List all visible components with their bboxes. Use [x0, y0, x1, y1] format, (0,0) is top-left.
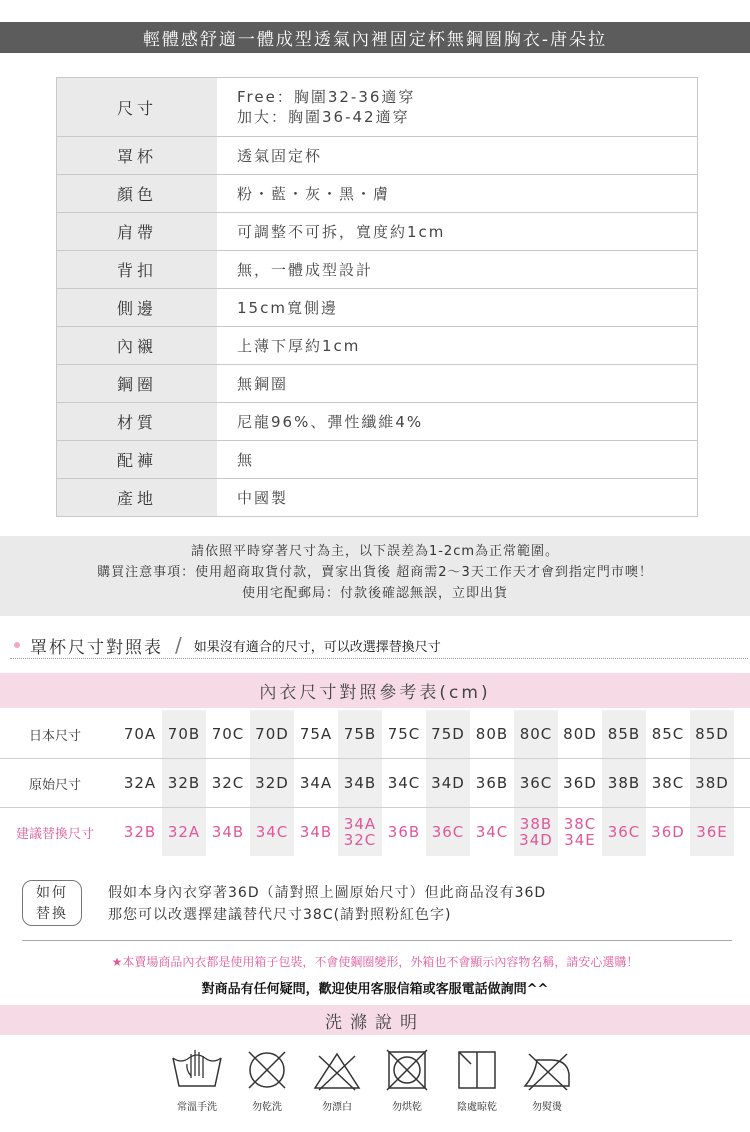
size-cell: 80C	[514, 710, 558, 758]
size-cell: 36D	[563, 774, 597, 792]
spec-value	[217, 213, 697, 250]
size-cell: 85D	[690, 710, 734, 758]
spec-value	[217, 441, 697, 478]
size-cell: 34C	[387, 774, 421, 792]
spec-value	[217, 137, 697, 174]
size-cell: 36C	[426, 808, 470, 856]
spec-row	[57, 78, 697, 136]
size-cell: 75D	[426, 710, 470, 758]
size-cell: 80B	[475, 725, 509, 743]
spec-value-line: 透氣固定杯	[237, 146, 323, 165]
wash-item	[442, 1048, 512, 1113]
notice-line-2: 購買注意事項：使用超商取貨付款，賣家出貨後 超商需2～3天工作天才會到指定門市噢！	[97, 565, 653, 580]
size-cell: 32A	[162, 808, 206, 856]
size-cell: 38B	[602, 759, 646, 807]
spec-row	[57, 212, 697, 250]
size-cell: 36E	[690, 808, 734, 856]
spec-label: 顏色	[57, 175, 217, 212]
size-cell: 70C	[211, 725, 245, 743]
faq-text: 對商品有任何疑問，歡迎使用客服信箱或客服電話做詢問^^	[201, 982, 549, 997]
size-cell: 34A 32C	[338, 808, 382, 856]
spec-value-line: 無	[237, 450, 255, 469]
notice-line-1: 請依照平時穿著尺寸為主，以下誤差為1-2cm為正常範圍。	[190, 544, 560, 559]
size-cell: 36C	[514, 759, 558, 807]
no-bleach-icon	[309, 1048, 365, 1092]
size-cell: 70A	[123, 725, 157, 743]
spec-label: 配褲	[57, 441, 217, 478]
size-cell: 85C	[651, 725, 685, 743]
spec-value	[217, 479, 697, 516]
size-cell: 38D	[690, 759, 734, 807]
size-row-label: 原始尺寸	[28, 777, 81, 793]
size-row-label: 建議替換尺寸	[15, 826, 94, 842]
spec-label: 肩帶	[57, 213, 217, 250]
howto-badge-line-2: 替換	[36, 906, 68, 922]
size-row	[0, 710, 750, 759]
size-cell: 36B	[475, 774, 509, 792]
cup-size-title: 罩杯尺寸對照表	[30, 637, 163, 658]
wash-label: 勿烘乾	[392, 1102, 422, 1113]
size-cell: 32D	[250, 759, 294, 807]
spec-label: 材質	[57, 403, 217, 440]
size-row	[0, 808, 750, 856]
size-cell: 36C	[602, 808, 646, 856]
howto-badge	[22, 880, 82, 926]
wash-title: 洗滌說明	[0, 1005, 750, 1035]
wash-label: 勿漂白	[322, 1102, 352, 1113]
spec-label: 鋼圈	[57, 365, 217, 402]
spec-value	[217, 365, 697, 402]
bullet-dot-icon	[14, 642, 20, 648]
size-table	[0, 710, 750, 856]
size-cell: 34B	[338, 759, 382, 807]
size-cell: 75C	[387, 725, 421, 743]
spec-label: 內襯	[57, 327, 217, 364]
wash-item	[232, 1048, 302, 1113]
size-row-label: 日本尺寸	[28, 728, 81, 744]
size-cell: 38C 34E	[563, 815, 597, 849]
size-cell: 85B	[602, 710, 646, 758]
spec-table	[56, 77, 698, 517]
size-cell: 34B	[299, 823, 333, 841]
spec-row	[57, 136, 697, 174]
size-cell: 32A	[123, 774, 157, 792]
size-cell: 80D	[563, 725, 597, 743]
spec-row	[57, 440, 697, 478]
size-cell: 34D	[426, 759, 470, 807]
no-iron-icon	[519, 1048, 575, 1092]
howto-section	[22, 876, 732, 941]
spec-row	[57, 364, 697, 402]
size-cell: 38B 34D	[514, 808, 558, 856]
size-cell: 32B	[123, 823, 157, 841]
wash-item	[372, 1048, 442, 1113]
spec-value	[217, 289, 697, 326]
size-cell: 70D	[250, 710, 294, 758]
wash-label: 常溫手洗	[177, 1102, 217, 1113]
spec-row	[57, 402, 697, 440]
size-cell: 36D	[651, 823, 685, 841]
howto-text	[108, 882, 546, 926]
spec-row	[57, 326, 697, 364]
spec-value-line: 無，一體成型設計	[237, 260, 374, 279]
spec-value	[217, 251, 697, 288]
size-cell: 32C	[211, 774, 245, 792]
spec-value-line: 無鋼圈	[237, 374, 289, 393]
size-cell: 36B	[387, 823, 421, 841]
spec-value	[217, 403, 697, 440]
spec-value	[217, 327, 697, 364]
spec-value-line: 15cm寬側邊	[237, 298, 338, 317]
cup-size-subtitle: 如果沒有適合的尺寸，可以改選擇替換尺寸	[193, 639, 441, 655]
spec-value-line: 加大：胸圍36-42適穿	[237, 108, 410, 126]
size-cell: 70B	[162, 710, 206, 758]
wash-item	[302, 1048, 372, 1113]
size-cell: 34C	[250, 808, 294, 856]
spec-value-line: 中國製	[237, 488, 289, 507]
size-cell: 75B	[338, 710, 382, 758]
wash-item	[512, 1048, 582, 1113]
size-cell: 75A	[299, 725, 333, 743]
size-cell: 32B	[162, 759, 206, 807]
spec-value-line: 上薄下厚約1cm	[237, 336, 361, 355]
wash-label: 勿乾洗	[252, 1102, 282, 1113]
spec-value	[217, 175, 697, 212]
spec-label: 尺寸	[57, 78, 217, 136]
spec-label: 產地	[57, 479, 217, 516]
wash-icons	[162, 1048, 582, 1113]
spec-row	[57, 174, 697, 212]
spec-label: 背扣	[57, 251, 217, 288]
howto-line-1: 假如本身內衣穿著36D（請對照上圖原始尺寸）但此商品沒有36D	[108, 885, 547, 901]
size-cell: 38C	[651, 774, 685, 792]
notice-box	[0, 536, 750, 616]
spec-row	[57, 288, 697, 326]
spec-value-line: 尼龍96%、彈性纖維4%	[237, 412, 424, 431]
spec-row	[57, 478, 697, 516]
size-cell: 34A	[299, 774, 333, 792]
no-dry-clean-icon	[239, 1048, 295, 1092]
notice-line-3: 使用宅配郵局：付款後確認無誤，立即出貨	[241, 586, 508, 601]
no-tumble-dry-icon	[379, 1048, 435, 1092]
size-cell: 34B	[211, 823, 245, 841]
header-slash: /	[175, 633, 182, 657]
spec-value	[217, 78, 697, 136]
size-table-title: 內衣尺寸對照參考表(cm)	[0, 673, 750, 708]
size-row	[0, 759, 750, 808]
wash-item	[162, 1048, 232, 1113]
wash-label: 勿熨燙	[532, 1102, 562, 1113]
howto-badge-line-1: 如何	[36, 885, 68, 901]
packaging-warning: ★本賣場商品內衣都是使用箱子包裝，不會使鋼圈變形，外箱也不會顯示內容物名稱，請安心選購！	[111, 955, 639, 969]
cup-size-header	[10, 632, 748, 659]
size-cell: 34C	[475, 823, 509, 841]
howto-line-2: 那您可以改選擇建議替代尺寸38C(請對照粉紅色字)	[108, 907, 452, 923]
shade-dry-icon	[449, 1048, 505, 1092]
spec-label: 側邊	[57, 289, 217, 326]
spec-value-line: Free：胸圍32-36適穿	[237, 88, 416, 106]
spec-value-line: 粉・藍・灰・黑・膚	[237, 184, 391, 203]
wash-label: 陰處晾乾	[457, 1102, 497, 1113]
hand-wash-icon	[169, 1048, 225, 1092]
spec-value-line: 可調整不可拆，寬度約1cm	[237, 222, 446, 241]
title-banner: 輕體感舒適一體成型透氣內裡固定杯無鋼圈胸衣-唐朵拉	[0, 22, 750, 53]
spec-row	[57, 250, 697, 288]
spec-label: 罩杯	[57, 137, 217, 174]
